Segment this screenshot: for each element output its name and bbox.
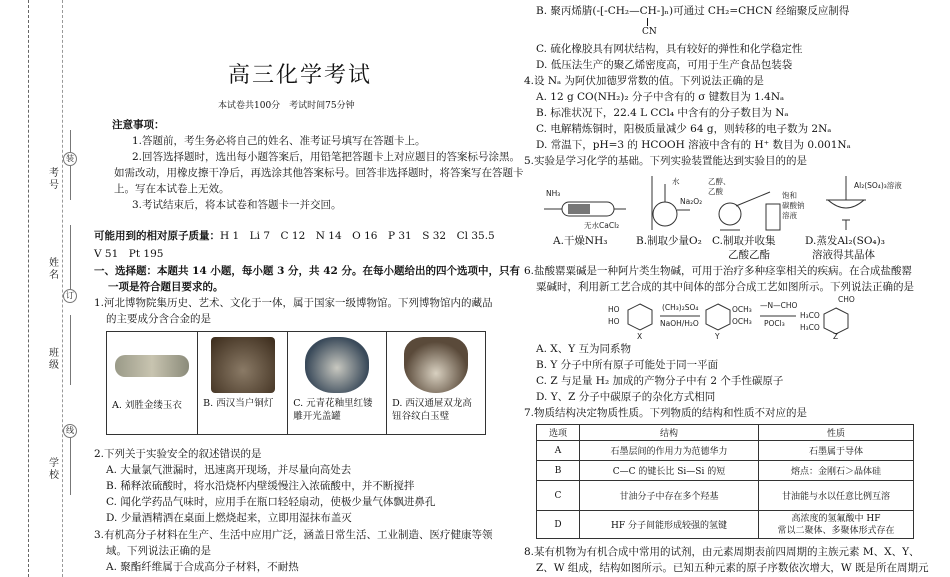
q7-header-row bbox=[537, 425, 914, 441]
q1-option-a-caption: A. 刘胜金缕玉衣 bbox=[112, 400, 182, 411]
porcelain-jar-image bbox=[305, 337, 369, 393]
margin-label-class: 班级 bbox=[49, 348, 59, 371]
q7-cell: B bbox=[537, 461, 580, 481]
section1-heading-a: 一、选择题：本题共 14 小题，每小题 3 分，共 42 分。在每小题给出的四个选项中，只有 bbox=[94, 265, 520, 277]
q1-stem-a: 1.河北博物院集历史、艺术、文化于一体，属于国家一级博物馆。下列博物馆内的藏品 bbox=[94, 297, 493, 309]
q7-cell: D bbox=[537, 511, 580, 539]
q7-header-structure: 结构 bbox=[580, 425, 759, 441]
blank-line-2 bbox=[70, 225, 71, 295]
margin-label-exam-number: 考号 bbox=[49, 168, 59, 191]
scheme-reagent-2b: POCl₃ bbox=[764, 319, 785, 328]
notice-line-5: 3.考试结束后，将本试卷和答题卡一并交回。 bbox=[132, 199, 342, 211]
q1-option-c-caption: C. 元青花釉里红镂雕开光盖罐 bbox=[293, 398, 373, 422]
scheme-x-ho1: HO bbox=[608, 305, 620, 314]
page-title: 高三化学考试 bbox=[228, 63, 373, 88]
q5-caption-a: A.干燥NH₃ bbox=[553, 235, 608, 247]
q6-reaction-scheme bbox=[600, 294, 870, 340]
q5-caption-d2: 溶液得其晶体 bbox=[812, 249, 875, 261]
section1-heading-b: 一项是符合题目要求的。 bbox=[108, 281, 224, 293]
q3-stem-a: 3.有机高分子材料在生产、生活中应用广泛，涵盖日常生活、工业制造、医疗健康等领 bbox=[94, 529, 493, 541]
q6-option-c: C. Z 与足量 H₂ 加成的产物分子中有 2 个手性碳原子 bbox=[536, 375, 784, 387]
scheme-z-h3co1: H₃CO bbox=[800, 311, 820, 320]
q3-option-d: D. 低压法生产的聚乙烯密度高，可用于生产食品包装袋 bbox=[536, 59, 793, 71]
q3-option-b-polymer: -[-CH₂—CH-]ₙ bbox=[596, 5, 669, 17]
q3-stem-b: 域。下列说法正确的是 bbox=[106, 545, 211, 557]
q7-header-property: 性质 bbox=[759, 425, 914, 441]
q1-option-b-cell bbox=[198, 332, 288, 435]
compound-z bbox=[824, 308, 848, 334]
scheme-z-cho: CHO bbox=[838, 295, 855, 304]
atomic-mass-line-1 bbox=[94, 229, 495, 243]
q6-option-a: A. X、Y 互为同系物 bbox=[536, 343, 632, 355]
q1-stem-b: 的主要成分含合金的是 bbox=[106, 313, 211, 325]
q7-table bbox=[536, 424, 914, 539]
q7-cell: 熔点：金刚石＞晶体硅 bbox=[759, 461, 914, 481]
q2-option-d: D. 少量酒精洒在桌面上燃烧起来，立即用湿抹布盖灭 bbox=[106, 512, 352, 524]
q3-cn-bond bbox=[647, 18, 648, 26]
binding-line-inner bbox=[62, 0, 63, 577]
q7-stem: 7.物质结构决定物质性质。下列物质的结构和性质不对应的是 bbox=[524, 407, 808, 419]
q6-stem-b: 粟碱时，利用新工艺合成的其中间体的部分合成工艺如图所示。下列说法正确的是 bbox=[536, 281, 914, 293]
atomic-mass-line-2: V 51 Pt 195 bbox=[94, 248, 164, 260]
scheme-label-x: X bbox=[637, 332, 643, 340]
compound-x bbox=[628, 304, 652, 330]
compound-y bbox=[706, 304, 730, 330]
scheme-reagent-1a: (CH₃)₂SO₄ bbox=[662, 303, 699, 312]
fig-c-sat: 饱和 bbox=[782, 191, 797, 200]
q3-option-b-suffix: )可通过 CH₂=CHCN 经缩聚反应制得 bbox=[668, 5, 850, 17]
q8-line-b: Z、W 组成，结构如图所示。已知五种元素的原子序数依次增大，W 既是所在周期元 bbox=[536, 562, 929, 574]
q5-caption-c2: 乙酸乙酯 bbox=[728, 249, 770, 261]
q3-option-b bbox=[536, 4, 849, 18]
q7-cell: C bbox=[537, 481, 580, 511]
q5-caption-d: D.蒸发Al₂(SO₄)₃ bbox=[805, 235, 885, 247]
q2-option-c: C. 闻化学药品气味时，应用手在瓶口轻轻扇动，使极少量气体飘进鼻孔 bbox=[106, 496, 436, 508]
q2-option-b: B. 稀释浓硫酸时，将水沿烧杯内壁缓慢注入浓硫酸中，并不断搅拌 bbox=[106, 480, 415, 492]
q3-option-a: A. 聚酯纤维属于合成高分子材料，不耐热 bbox=[106, 561, 299, 573]
q8-line-a: 8.某有机物为有机合成中常用的试剂，由元素周期表前四周期的主族元素 M、X、Y、 bbox=[524, 546, 920, 558]
table-row bbox=[537, 511, 914, 539]
scheme-label-y: Y bbox=[715, 332, 720, 340]
jade-disc-image bbox=[404, 337, 468, 393]
margin-label-school: 学校 bbox=[49, 458, 59, 481]
q4-option-a: A. 12 g CO(NH₂)₂ 分子中含有的 σ 键数目为 1.4Nₐ bbox=[536, 91, 785, 103]
bronze-lamp-image bbox=[211, 337, 275, 393]
fig-c-ethanol: 乙醇、 bbox=[708, 177, 731, 186]
fig-c-na2co3: 碳酸钠 bbox=[782, 201, 805, 210]
notice-line-2: 2.回答选择题时，选出每小题答案后，用铅笔把答题卡上对应题目的答案标号涂黑。 bbox=[132, 151, 521, 163]
q7-cell: A bbox=[537, 441, 580, 461]
scheme-z-h3co2: H₃CO bbox=[800, 323, 820, 332]
fig-b-water: 水 bbox=[672, 177, 680, 186]
q4-stem: 4.设 Nₐ 为阿伏加德罗常数的值。下列说法正确的是 bbox=[524, 75, 764, 87]
notice-line-1: 1.答题前，考生务必将自己的姓名、准考证号填写在答题卡上。 bbox=[132, 135, 426, 147]
q2-option-a: A. 大量氯气泄漏时，迅速离开现场，并尽量向高处去 bbox=[106, 464, 352, 476]
scheme-reagent-2a: —N—CHO bbox=[760, 301, 798, 310]
q5-apparatus-figure bbox=[540, 170, 940, 236]
fig-c-acetic: 乙酸 bbox=[708, 187, 723, 196]
q7-cell: 甘油能与水以任意比例互溶 bbox=[759, 481, 914, 511]
q1-image-table bbox=[106, 331, 486, 435]
table-row bbox=[537, 481, 914, 511]
apparatus-c bbox=[719, 192, 780, 230]
margin-ring-zhuang: 装 bbox=[63, 152, 77, 166]
q5-caption-c: C.制取并收集 bbox=[712, 235, 776, 247]
notice-heading: 注意事项： bbox=[112, 119, 165, 131]
margin-label-name: 姓名 bbox=[49, 258, 59, 281]
q5-stem: 5.实验是学习化学的基础。下列实验装置能达到实验目的的是 bbox=[524, 155, 808, 167]
q7-cell: 石墨属于导体 bbox=[759, 441, 914, 461]
q3-option-b-prefix: B. 聚丙烯腈( bbox=[536, 5, 597, 17]
table-row bbox=[537, 441, 914, 461]
q6-option-b: B. Y 分子中所有原子可能处于同一平面 bbox=[536, 359, 719, 371]
fig-b-na2o2: Na₂O₂ bbox=[680, 197, 703, 206]
jade-suit-image bbox=[115, 355, 189, 377]
scheme-label-z: Z bbox=[833, 332, 839, 340]
q1-option-d-caption: D. 西汉通屉双龙高钮谷纹白玉璧 bbox=[392, 398, 472, 422]
notice-line-3: 如需改动，用橡皮擦干净后，再选涂其他答案标号。回答非选择题时，将答案写在答题卡 bbox=[114, 167, 524, 179]
atomic-mass-label: 可能用到的相对原子质量： bbox=[94, 230, 220, 242]
q1-option-d-cell bbox=[387, 332, 486, 435]
q4-option-b: B. 标准状况下，22.4 L CCl₄ 中含有的分子数目为 Nₐ bbox=[536, 107, 789, 119]
q7-cell: HF 分子间能形成较强的氢键 bbox=[580, 511, 759, 539]
q7-cell-multiline: 高浓度的氢氟酸中 HF 常以二聚体、多聚体形式存在 bbox=[759, 511, 914, 539]
q2-stem: 2.下列关于实验安全的叙述错误的是 bbox=[94, 448, 262, 460]
q1-option-a-cell bbox=[107, 332, 198, 435]
scheme-y-och3-1: OCH₃ bbox=[732, 305, 752, 314]
q4-option-d: D. 常温下，pH=3 的 HCOOH 溶液中含有的 H⁺ 数目为 0.001Nₐ bbox=[536, 139, 851, 151]
q1-option-b-caption: B. 西汉当户铜灯 bbox=[203, 398, 274, 409]
table-row bbox=[537, 461, 914, 481]
notice-line-4: 上。写在本试卷上无效。 bbox=[114, 183, 230, 195]
q1-option-c-cell bbox=[288, 332, 387, 435]
q7-cell: 甘油分子中存在多个羟基 bbox=[580, 481, 759, 511]
q6-stem-a: 6.盐酸罂粟碱是一种阿片类生物碱，可用于治疗多种痉挛相关的疾病。在合成盐酸罂 bbox=[524, 265, 913, 277]
scheme-x-ho2: HO bbox=[608, 317, 620, 326]
margin-ring-xian: 线 bbox=[63, 424, 77, 438]
q7-cell: C—C 的键长比 Si—Si 的短 bbox=[580, 461, 759, 481]
atomic-mass-values-1: H 1 Li 7 C 12 N 14 O 16 P 31 S 32 Cl 35.5 bbox=[220, 230, 495, 242]
q5-caption-b: B.制取少量O₂ bbox=[636, 235, 702, 247]
exam-info: 本试卷共100分 考试时间75分钟 bbox=[218, 101, 355, 111]
q7-cell: 石墨层间的作用力为范德华力 bbox=[580, 441, 759, 461]
fig-a-nh3: NH₃ bbox=[546, 189, 561, 198]
scheme-reagent-1b: NaOH/H₂O bbox=[660, 319, 699, 328]
fig-c-soln: 溶液 bbox=[782, 211, 797, 220]
q3-option-b-cn: CN bbox=[642, 27, 657, 37]
margin-ring-ding: 订 bbox=[63, 289, 77, 303]
q4-option-c: C. 电解精炼铜时，阳极质量减少 64 g，则转移的电子数为 2Nₐ bbox=[536, 123, 832, 135]
fig-a-cacl2: 无水CaCl₂ bbox=[584, 221, 620, 230]
blank-line-3 bbox=[70, 315, 71, 385]
apparatus-a bbox=[544, 202, 626, 216]
q3-option-c: C. 硫化橡胶具有网状结构，具有较好的弹性和化学稳定性 bbox=[536, 43, 803, 55]
q6-option-d: D. Y、Z 分子中碳原子的杂化方式相同 bbox=[536, 391, 716, 403]
scheme-y-och3-2: OCH₃ bbox=[732, 317, 752, 326]
binding-line-outer bbox=[28, 0, 29, 577]
q7-header-option: 选项 bbox=[537, 425, 580, 441]
fig-d-al2so43: Al₂(SO₄)₃溶液 bbox=[854, 181, 902, 190]
